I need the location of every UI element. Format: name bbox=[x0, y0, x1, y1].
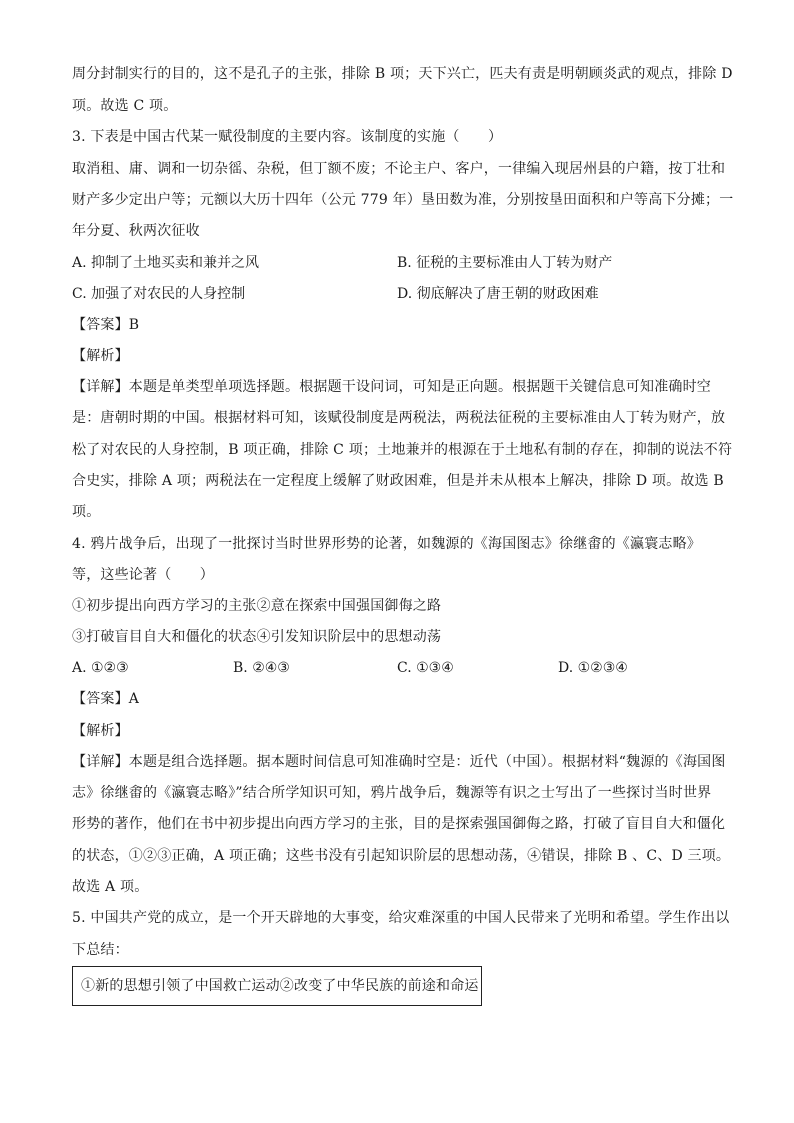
q4-detail-line-3: 形势的著作，他们在书中初步提出向西方学习的主张，目的是探索强国御侮之路，打破了盲目自大和僵化 bbox=[72, 816, 726, 832]
q3-option-a: A. 抑制了土地买卖和兼并之风 bbox=[72, 255, 260, 271]
q4-answer: 【答案】A bbox=[72, 691, 140, 707]
q4-detail-line-2: 志》徐继畬的《瀛寰志略》”结合所学知识可知，鸦片战争后，魏源等有识之士写出了一些探讨当时世界 bbox=[72, 785, 712, 801]
q3-detail-line-4: 合史实，排除 A 项；两税法在一定程度上缓解了财政困难，但是并未从根本上解决，排除 D 项。故选 B bbox=[72, 473, 724, 489]
q5-box-text: ①新的思想引领了中国救亡运动②改变了中华民族的前途和命运 bbox=[81, 978, 479, 994]
q3-analysis-heading: 【解析】 bbox=[72, 348, 129, 364]
q4-option-b: B. ②④③ bbox=[233, 660, 290, 676]
q3-detail-line-3: 松了对农民的人身控制，B 项正确，排除 C 项；土地兼并的根源在于土地私有制的存在，抑制的说法不符 bbox=[72, 442, 733, 458]
q3-option-b: B. 征税的主要标准由人丁转为财产 bbox=[397, 255, 613, 271]
q5-stem-line-1: 5. 中国共产党的成立，是一个开天辟地的大事变，给灾难深重的中国人民带来了光明和希望。学生作出以 bbox=[72, 910, 730, 926]
q3-material-line-2: 财产多少定出户等；元额以大历十四年（公元 779 年）垦田数为准，分别按垦田面积和户等高下分摊；一 bbox=[72, 192, 734, 208]
q4-stem-line-2: 等，这些论著（ ） bbox=[72, 567, 214, 583]
q3-detail-line-2: 是：唐朝时期的中国。根据材料可知，该赋役制度是两税法，两税法征税的主要标准由人丁转为财产，放 bbox=[72, 410, 726, 426]
q3-detail-line-1: 【详解】本题是单类型单项选择题。根据题干设问词，可知是正向题。根据题干关键信息可知准确时空 bbox=[72, 379, 711, 395]
q4-option-a: A. ①②③ bbox=[72, 660, 129, 676]
q4-statement-line-2: ③打破盲目自大和僵化的状态④引发知识阶层中的思想动荡 bbox=[72, 629, 442, 645]
q3-material-line-3: 年分夏、秋两次征收 bbox=[72, 223, 200, 239]
q3-material-line-1: 取消租、庸、调和一切杂徭、杂税，但丁额不废；不论主户、客户，一律编入现居州县的户籍，按丁壮和 bbox=[72, 161, 726, 177]
q2-analysis-line-2: 项。故选 C 项。 bbox=[72, 98, 178, 114]
q3-option-d: D. 彻底解决了唐王朝的财政困难 bbox=[397, 286, 599, 302]
q4-analysis-heading: 【解析】 bbox=[72, 723, 129, 739]
q3-option-c: C. 加强了对农民的人身控制 bbox=[72, 286, 246, 302]
q5-stem-line-2: 下总结： bbox=[72, 942, 129, 958]
q3-answer: 【答案】B bbox=[72, 317, 140, 333]
q5-material-box bbox=[72, 966, 482, 1006]
q4-detail-line-4: 的状态，①②③正确，A 项正确；这些书没有引起知识阶层的思想动荡，④错误，排除 B 、C、D 三项。 bbox=[72, 848, 731, 864]
q4-detail-line-5: 故选 A 项。 bbox=[72, 879, 149, 895]
q4-option-c: C. ①③④ bbox=[397, 660, 454, 676]
q4-stem-line-1: 4. 鸦片战争后，出现了一批探讨当时世界形势的论著，如魏源的《海国图志》徐继畬的《瀛寰志略》 bbox=[72, 536, 702, 552]
q2-analysis-line-1: 周分封制实行的目的，这不是孔子的主张，排除 B 项；天下兴亡，匹夫有责是明朝顾炎武的观点，排除 D bbox=[72, 66, 733, 82]
q4-option-d: D. ①②③④ bbox=[558, 660, 628, 676]
q4-detail-line-1: 【详解】本题是组合选择题。据本题时间信息可知准确时空是：近代（中国）。根据材料“魏源的《海国图 bbox=[72, 754, 726, 770]
q3-stem: 3. 下表是中国古代某一赋役制度的主要内容。该制度的实施（ ） bbox=[72, 129, 503, 145]
q4-statement-line-1: ①初步提出向西方学习的主张②意在探索中国强国御侮之路 bbox=[72, 598, 442, 614]
q3-detail-line-5: 项。 bbox=[72, 504, 101, 520]
